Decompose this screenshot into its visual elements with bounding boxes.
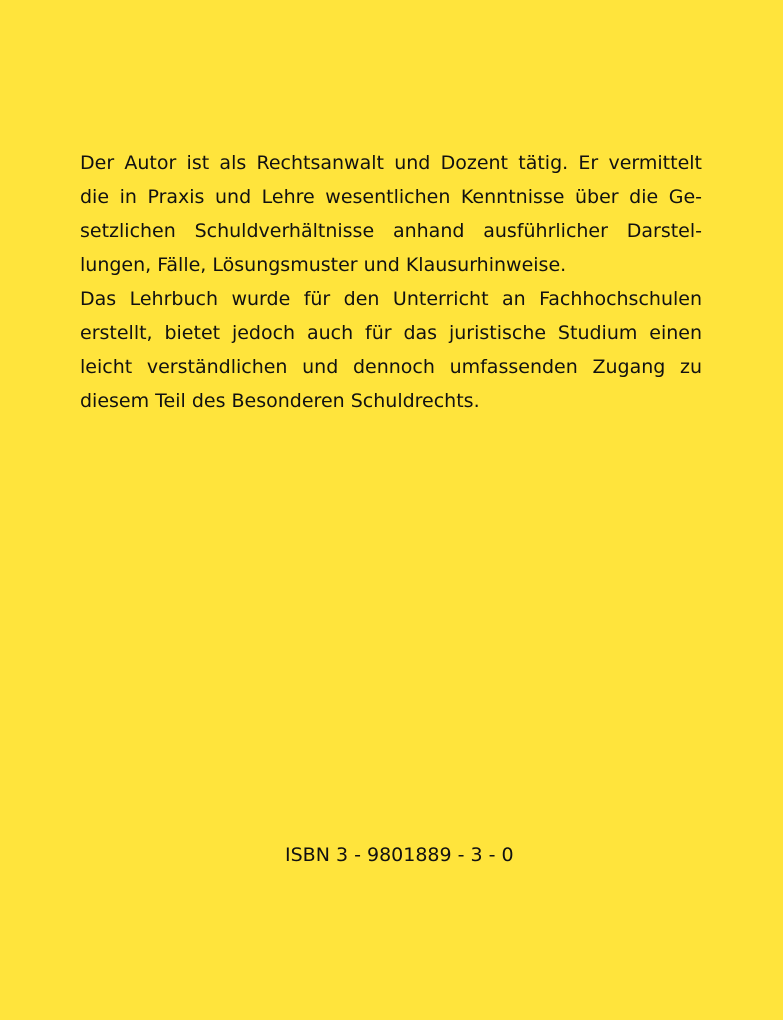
blurb-line: diesem Teil des Besonderen Schuldrechts. — [80, 390, 480, 412]
blurb-paragraph-purpose — [80, 282, 702, 418]
blurb-line: erstellt, bietet jedoch auch für das juristische Studium einen — [80, 322, 702, 344]
blurb-line: leicht verständlichen und dennoch umfassenden Zugang zu — [80, 356, 702, 378]
blurb-paragraph-author — [80, 146, 702, 282]
blurb-line: Der Autor ist als Rechtsanwalt und Dozent tätig. Er vermittelt — [80, 152, 702, 174]
blurb-line: setzlichen Schuldverhältnisse anhand ausführlicher Darstel- — [80, 220, 702, 242]
blurb-line: Das Lehrbuch wurde für den Unterricht an Fachhochschulen — [80, 288, 702, 310]
isbn-number: ISBN 3 - 9801889 - 3 - 0 — [285, 844, 514, 866]
blurb-line: lungen, Fälle, Lösungsmuster und Klausurhinweise. — [80, 254, 567, 276]
blurb-text — [80, 146, 702, 418]
blurb-line: die in Praxis und Lehre wesentlichen Kenntnisse über die Ge- — [80, 186, 702, 208]
